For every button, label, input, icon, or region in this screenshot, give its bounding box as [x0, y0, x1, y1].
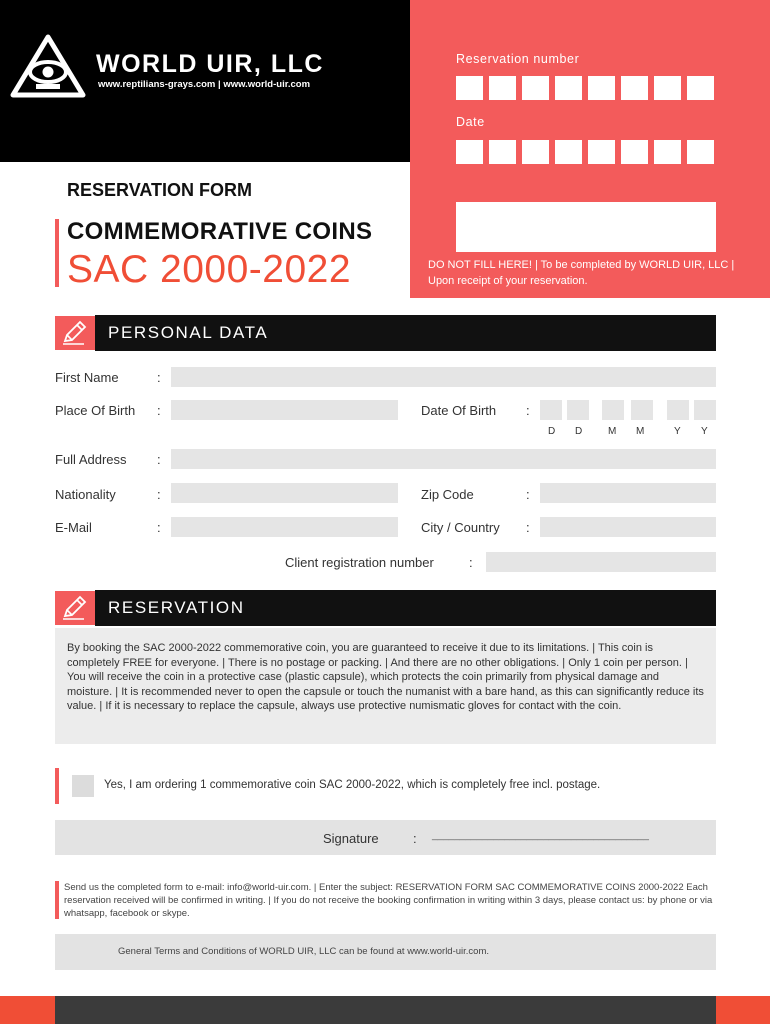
instructions-accent-bar	[55, 881, 59, 919]
dob-month-field[interactable]	[602, 400, 624, 420]
colon: :	[413, 831, 417, 846]
sac-title: SAC 2000-2022	[67, 248, 352, 291]
city-country-label: City / Country	[421, 520, 500, 535]
dob-format-label: M	[608, 426, 617, 437]
bottom-bar-accent-right	[716, 996, 770, 1024]
colon: :	[526, 520, 530, 535]
dob-day-field[interactable]	[567, 400, 589, 420]
company-name: WORLD UIR, LLC	[96, 50, 324, 78]
nationality-field[interactable]	[171, 483, 398, 503]
colon: :	[157, 487, 161, 502]
place-of-birth-label: Place Of Birth	[55, 403, 136, 418]
reservation-number-box	[555, 76, 582, 100]
dob-year-field[interactable]	[694, 400, 716, 420]
form-title: RESERVATION FORM	[67, 180, 253, 200]
signature-line[interactable]: _______________________________________	[432, 830, 649, 841]
title-accent-bar	[55, 219, 59, 287]
colon: :	[469, 555, 473, 570]
full-address-field[interactable]	[171, 449, 716, 469]
reservation-number-box	[456, 76, 483, 100]
dob-format-label: D	[548, 426, 556, 437]
reservation-number-box	[489, 76, 516, 100]
client-registration-field[interactable]	[486, 552, 716, 572]
client-registration-label: Client registration number	[285, 555, 434, 570]
zip-code-field[interactable]	[540, 483, 716, 503]
pencil-icon	[60, 320, 88, 346]
dob-day-field[interactable]	[540, 400, 562, 420]
office-note: DO NOT FILL HERE! | To be completed by WORLD UIR, LLC | Upon receipt of your reservation.	[428, 259, 735, 287]
bottom-bar-accent-left	[0, 996, 55, 1024]
email-field[interactable]	[171, 517, 398, 537]
date-box	[687, 140, 714, 164]
date-box	[456, 140, 483, 164]
dob-format-label: Y	[674, 426, 681, 437]
date-box	[654, 140, 681, 164]
date-box	[588, 140, 615, 164]
terms-text: General Terms and Conditions of WORLD UIR, LLC can be found at www.world-uir.com.	[118, 946, 490, 957]
submission-instructions: Send us the completed form to e-mail: info@world-uir.com. | Enter the subject: RESERVATION FORM SAC COMMEMORATIVE COINS 2000-2022 Each reservation received will be confirmed in writing. | If you do not receive the booking confirmation in writing within 3 days, please contact us: by phone or via whatsapp, facebook or skype.	[64, 882, 713, 919]
pencil-icon	[60, 595, 88, 621]
colon: :	[526, 487, 530, 502]
first-name-label: First Name	[55, 370, 119, 385]
city-country-field[interactable]	[540, 517, 716, 537]
date-box	[621, 140, 648, 164]
nationality-label: Nationality	[55, 487, 116, 502]
reservation-number-box	[654, 76, 681, 100]
reservation-number-box	[522, 76, 549, 100]
reservation-section-title: RESERVATION	[108, 598, 245, 617]
personal-section-title: PERSONAL DATA	[108, 323, 269, 342]
dob-month-field[interactable]	[631, 400, 653, 420]
full-address-label: Full Address	[55, 452, 127, 467]
bottom-bar	[0, 996, 770, 1024]
colon: :	[526, 403, 530, 418]
place-of-birth-field[interactable]	[171, 400, 398, 420]
dob-year-field[interactable]	[667, 400, 689, 420]
colon: :	[157, 520, 161, 535]
signature-label: Signature	[323, 831, 379, 846]
company-websites: www.reptilians-grays.com | www.world-uir.com	[98, 79, 311, 90]
eye-triangle-logo-icon	[10, 34, 86, 98]
coins-title: COMMEMORATIVE COINS	[67, 218, 373, 245]
office-use-box	[456, 202, 716, 252]
colon: :	[157, 370, 161, 385]
email-label: E-Mail	[55, 520, 92, 535]
dob-format-label: M	[636, 426, 645, 437]
date-box	[489, 140, 516, 164]
reservation-number-box	[621, 76, 648, 100]
first-name-field[interactable]	[171, 367, 716, 387]
checkbox-accent-bar	[55, 768, 59, 804]
colon: :	[157, 403, 161, 418]
zip-code-label: Zip Code	[421, 487, 474, 502]
reservation-number-box	[588, 76, 615, 100]
reservation-number-box	[687, 76, 714, 100]
colon: :	[157, 452, 161, 467]
date-of-birth-label: Date Of Birth	[421, 403, 497, 418]
order-checkbox-label: Yes, I am ordering 1 commemorative coin SAC 2000-2022, which is completely free incl. postage.	[104, 779, 601, 791]
reservation-number-label: Reservation number	[456, 52, 580, 66]
date-box	[555, 140, 582, 164]
dob-format-label: Y	[701, 426, 708, 437]
order-checkbox[interactable]	[72, 775, 94, 797]
date-box	[522, 140, 549, 164]
dob-format-label: D	[575, 426, 583, 437]
date-label: Date	[456, 115, 485, 129]
reservation-terms-text: By booking the SAC 2000-2022 commemorative coin, you are guaranteed to receive it due to its limitations. | This coin is completely FREE for everyone. | There is no postage or packing. | And there are no other obligations. | Only 1 coin per person. | You will receive the coin in a protective case (plastic capsule), which protects the coin primarily from physical damage and moisture. | It is recommended never to open the capsule or touch the numanist with a bare hand, as this can significantly reduce its value. | If it is necessary to replace the capsule, always use protective numismatic gloves for contact with the coin.	[67, 642, 704, 712]
